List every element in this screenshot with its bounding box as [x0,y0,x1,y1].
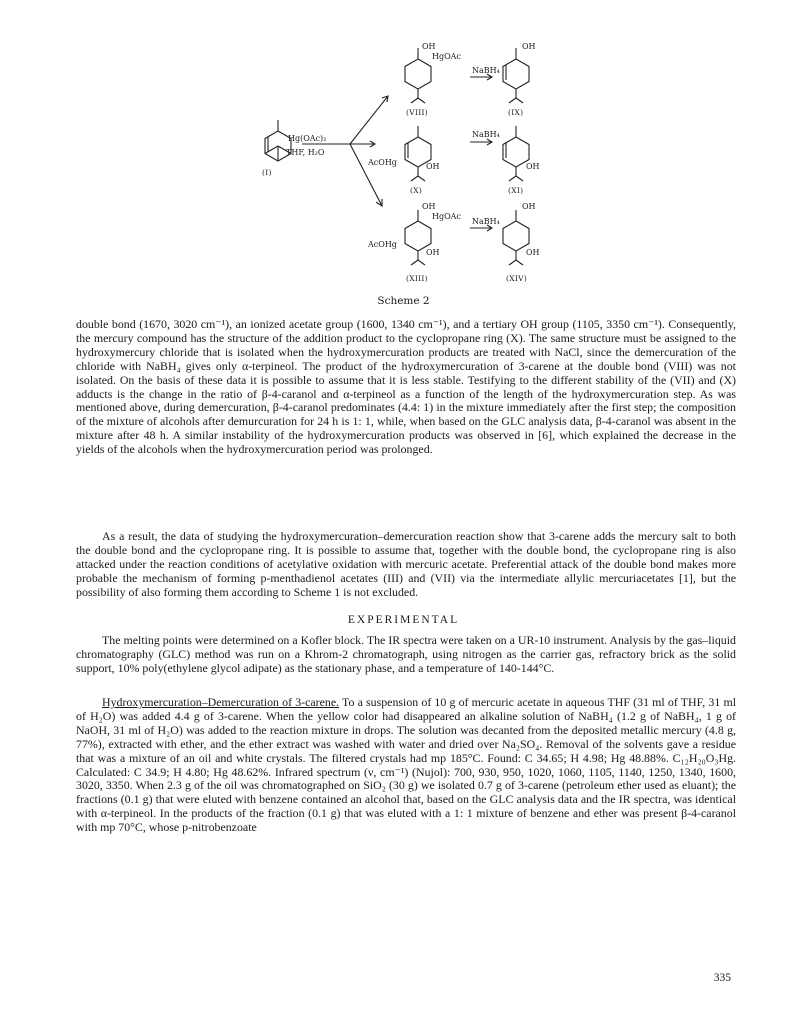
paragraph-4 [76,696,736,835]
compound-label-IX: (IX) [508,108,524,117]
acohg-label-XIII: AcOHg [368,240,397,249]
structure-VIII [405,48,431,103]
reagent-label-top: Hg(OAc)₂ [288,134,327,143]
oh-label-XIV-top: OH [522,202,536,211]
compound-label-VIII: (VIII) [406,108,428,117]
paragraph-1-block [76,318,736,457]
oh-label-IX: OH [522,42,536,51]
oh-label-XIII-bottom: OH [426,248,440,257]
acohg-label-X: AcOHg [368,158,397,167]
paragraph-1: double bond (1670, 3020 cm⁻¹), an ionized acetate group (1600, 1340 cm⁻¹), and a tertiary OH group (1105, 3350 cm⁻¹). Consequently, the mercury compound has the structure of the addition product to the cyclopropane ring (X). The same structure must be assigned to the hydroxymercury chloride that is isolated when the hydroxymercuration products are treated with NaCl, since the demercuration of the chloride with NaBH₄ gives only α-terpineol. The product of the hydroxymercuration of 3-carene at the double bond (VIII) was not isolated. On the basis of these data it is possible to assume that it is less stable. Testifying to the different stability of the (VII) and (X) adducts is the change in the ratio of β-4-caranol and α-terpineol as a function of the length of the hydroxymercuration step. As was mentioned above, during demercuration, β-4-caranol predominates (4.4: 1) in the mixture immediately after the first step; the composition of the mixture of alcohols after demurcuration for 24 h is 1: 1, while, when based on the GLC analysis data, β-4-caranol was absent in the mixture after 48 h. A similar instability of the hydroxymercuration products was observed in [6], which explained the decrease in the yields of the alcohols when the hydroxymercuration period was prolonged. [76,317,736,457]
compound-label-XIV: (XIV) [506,274,528,283]
compound-label-I: (I) [262,168,272,177]
nabh4-label-3: NaBH₄ [472,217,500,226]
page-number: 335 [713,972,731,984]
oh-label-X: OH [426,162,440,171]
paragraph-4-text: To a suspension of 10 g of mercuric acetate in aqueous THF (31 ml of THF, 31 ml of H₂O) was added 4.4 g of 3-carene. When the yellow color had disappeared an alkaline solution of NaBH₄ (1.2 g of NaBH₄, 1 g of NaOH, 31 ml of H₂O) was added to the reaction mixture in drops. The solution was decanted from the deposited metallic mercury (4.8 g, 77%), extracted with ether, and the ether extract was washed with water and dried over Na₂SO₄. Removal of the solvents gave a residue that was a mixture of an oil and white crystals. The filtered crystals had mp 185°C. Found: C 34.65; H 4.98; Hg 48.88%. C₁₂H₂₀O₃Hg. Calculated: C 34.9; H 4.80; Hg 48.62%. Infrared spectrum (ν, cm⁻¹) (Nujol): 700, 930, 950, 1020, 1060, 1105, 1140, 1250, 1340, 1600, 3020, 3350. When 2.3 g of the oil was chromatographed on SiO₂ (30 g) we isolated 0.7 g of 3-carene (petroleum ether used as eluant); the fractions (0.1 g) that were eluted with benzene contained an alcohol that, based on the GLC analysis data and the IR spectra, was identical with α-terpineol. In the products of the fraction (0.1 g) that was eluted with a 1: 1 mixture of benzene and ether was present β-4-caranol with mp 70°C, whose p-nitrobenzoate [76,695,736,835]
nabh4-label-1: NaBH₄ [472,66,500,75]
oh-label-XIII-top: OH [422,202,436,211]
reagent-label-bottom: THF, H₂O [286,148,325,157]
scheme-caption: Scheme 2 [377,295,430,307]
section-heading-experimental: EXPERIMENTAL [347,614,460,626]
structure-X [405,126,431,181]
oh-label-XI: OH [526,162,540,171]
structure-XI [503,126,529,181]
oh-label-VIII: OH [422,42,436,51]
hgoac-label-XIII: HgOAc [432,212,461,221]
hgoac-label-VIII: HgOAc [432,52,461,61]
paragraph-2-block [76,530,736,600]
scheme-structures [250,40,570,295]
paragraph-2: As a result, the data of studying the hydroxymercuration–demercuration reaction show that 3-carene adds the mercury salt to both the double bond and the cyclopropane ring. It is possible to assume that, together with the double bond, the cyclopropane ring is also attacked under the reaction conditions of acetylative oxidation with mercuric acetate. Preferential attack of the double bond makes more probable the mechanism of forming p-menthadienol acetates (III) and (VII) via the intermediate allylic mercuriacetates [1], but the possibility of also forming them according to Scheme 1 is not excluded. [76,529,736,599]
paragraph-3: The melting points were determined on a Kofler block. The IR spectra were taken on a UR-10 instrument. Analysis by the gas–liquid chromatography (GLC) method was run on a Khrom-2 chromatograph, using nitrogen as the carrier gas, refractory brick as the solid support, 10% poly(ethylene glycol adipate) as the stationary phase, and a temperature of 140-144°C. [76,633,736,675]
compound-label-XIII: (XIII) [406,274,428,283]
paragraph-4-title: Hydroxymercuration–Demercuration of 3-carene. [102,695,340,709]
oh-label-XIV-bottom: OH [526,248,540,257]
paragraph-4-block [76,696,736,835]
paragraph-3-block [76,634,736,676]
compound-label-X: (X) [410,186,423,195]
nabh4-label-2: NaBH₄ [472,130,500,139]
compound-label-XI: (XI) [508,186,524,195]
reaction-scheme [250,40,570,295]
structure-IX [503,48,529,103]
